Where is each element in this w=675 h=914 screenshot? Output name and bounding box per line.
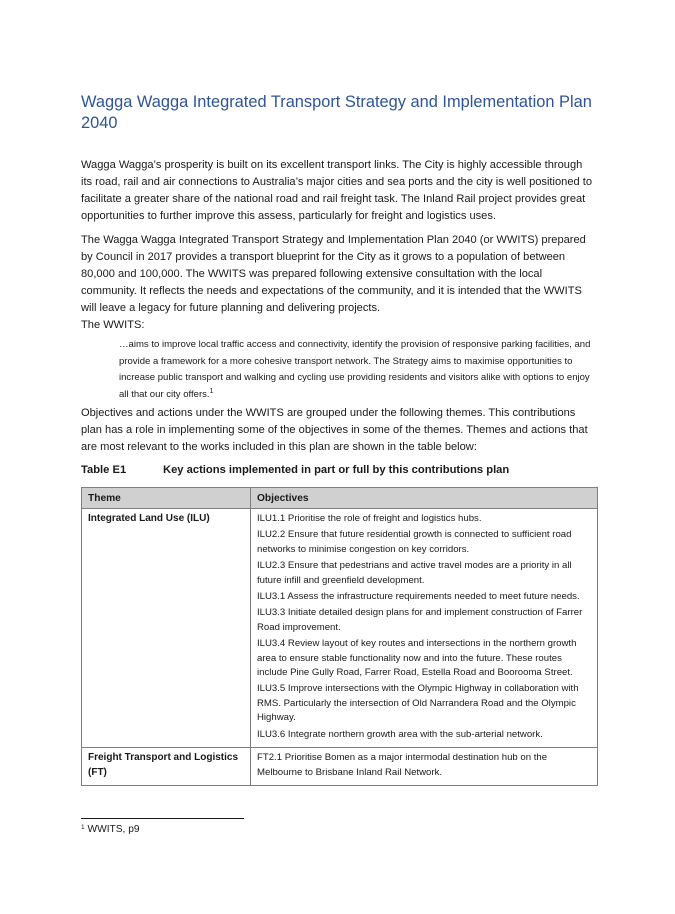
quote-footnote-ref: 1 bbox=[209, 387, 214, 395]
paragraph-themes: Objectives and actions under the WWITS are grouped under the following themes. This contributions plan has a role in implementing some of the objectives in some of the themes. Themes and actions that are most relevant to the works included in this plan are shown in the table below: bbox=[81, 407, 588, 453]
footnote-number: 1 bbox=[81, 824, 85, 831]
objective-item: ILU3.1 Assess the infrastructure requirements needed to meet future needs. bbox=[257, 591, 580, 603]
footnote bbox=[81, 823, 140, 837]
objective-item: ILU3.6 Integrate northern growth area with the sub-arterial network. bbox=[257, 728, 543, 740]
objective-item: ILU2.3 Ensure that pedestrians and active travel modes are a priority in all future infill and greenfield development. bbox=[257, 560, 572, 586]
table-title: Key actions implemented in part or full by this contributions plan bbox=[163, 464, 510, 476]
table-label: Table E1 bbox=[81, 464, 127, 476]
paragraph-prosperity: Wagga Wagga’s prosperity is built on its excellent transport links. The City is highly accessible through its road, rail and air connections to Australia’s major cities and sea ports and the city is well positioned to facilitate a greater share of the national road and rail freight task. The Inland Rail project provides great opportunities to further improve this assess, particularly for freight and logistics uses. bbox=[81, 159, 592, 222]
objective-item: ILU3.3 Initiate detailed design plans for and implement construction of Farrer Road improvement. bbox=[257, 607, 583, 633]
objective-item: ILU2.2 Ensure that future residential growth is connected to sufficient road networks to minimise congestion on key corridors. bbox=[257, 529, 572, 555]
objectives-cell bbox=[251, 509, 598, 748]
section-heading: Wagga Wagga Integrated Transport Strategy and Implementation Plan 2040 bbox=[81, 93, 592, 132]
table-row bbox=[82, 509, 598, 748]
paragraph-wwits-overview: The Wagga Wagga Integrated Transport Strategy and Implementation Plan 2040 (or WWITS) prepared by Council in 2017 provides a transport blueprint for the City as it grows to a population of between 80,000 and 100,000. The WWITS was prepared following extensive consultation with the local community. It reflects the needs and expectations of the community, and it is intended that the WWITS will leave a legacy for future planning and delivering projects. bbox=[81, 234, 586, 314]
theme-cell: Freight Transport and Logistics (FT) bbox=[82, 748, 251, 786]
table-caption bbox=[81, 463, 510, 477]
table-header-row bbox=[82, 488, 598, 509]
paragraph-wwits-intro: The WWITS: bbox=[81, 319, 145, 331]
wwits-quote bbox=[119, 337, 595, 403]
objective-item: ILU1.1 Prioritise the role of freight and logistics hubs. bbox=[257, 513, 482, 524]
objective-item: ILU3.5 Improve intersections with the Olympic Highway in collaboration with RMS. Particularly the intersection of Old Narrandera Road and the Olympic Highway. bbox=[257, 683, 579, 724]
footnote-separator bbox=[81, 818, 244, 819]
objective-item: ILU3.4 Review layout of key routes and intersections in the northern growth area to ensure stable functionality now and into the future. These routes include Pine Gully Road, Farrer Road, Estella Road and Boorooma Street. bbox=[257, 638, 577, 679]
table-row bbox=[82, 748, 598, 786]
theme-cell: Integrated Land Use (ILU) bbox=[82, 509, 251, 748]
quote-text: …aims to improve local traffic access and connectivity, identify the provision of responsive parking facilities, and provide a framework for a more cohesive transport network. The Strategy aims to maximise opportunities to increase public transport and walking and cycling use providing residents and visitors alike with options to enjoy all that our city offers. bbox=[119, 339, 591, 400]
key-actions-table bbox=[81, 487, 598, 786]
objectives-cell bbox=[251, 748, 598, 786]
footnote-text: WWITS, p9 bbox=[87, 824, 140, 835]
column-header-objectives: Objectives bbox=[251, 488, 598, 509]
column-header-theme: Theme bbox=[82, 488, 251, 509]
objective-item: FT2.1 Prioritise Bomen as a major intermodal destination hub on the Melbourne to Brisbane Inland Rail Network. bbox=[257, 752, 548, 778]
